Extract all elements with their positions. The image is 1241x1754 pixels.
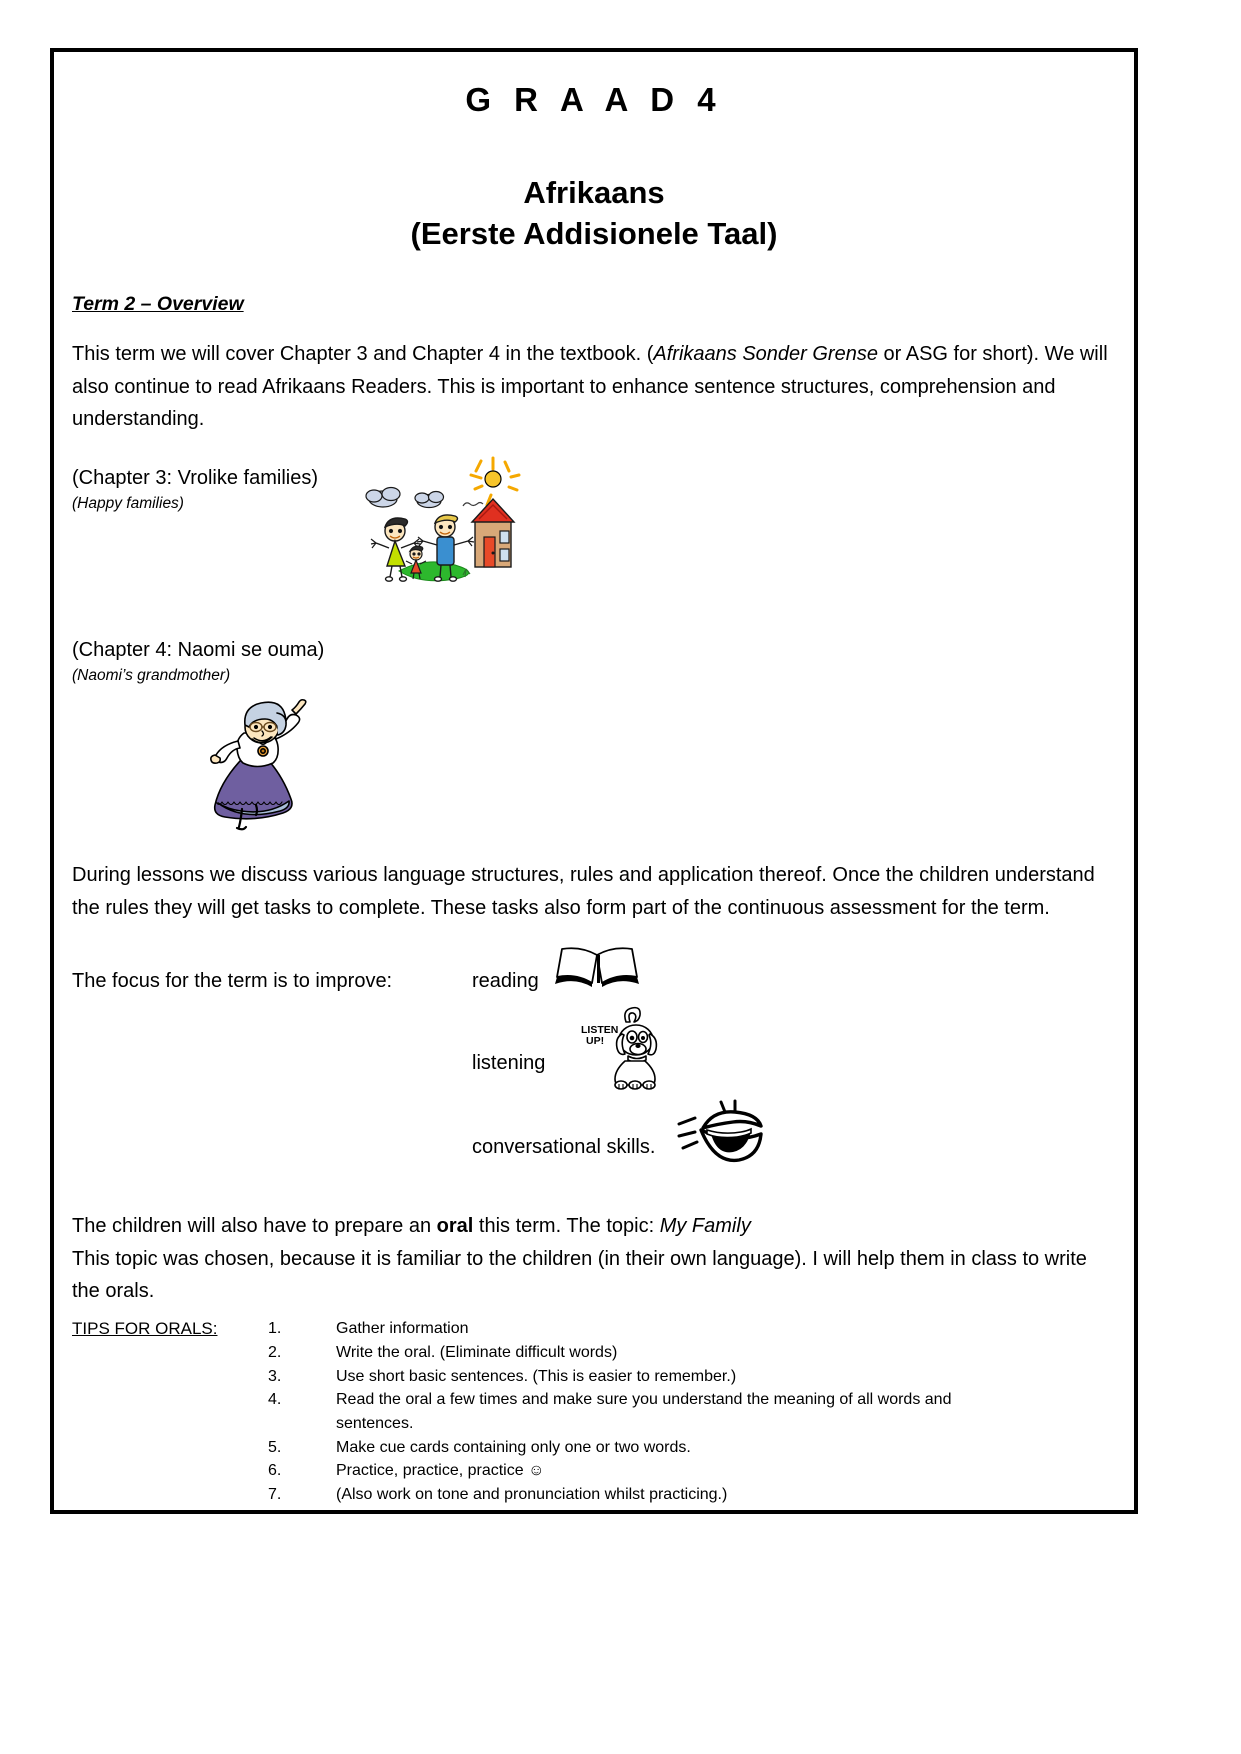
- talking-mouth-icon: [677, 1100, 763, 1166]
- document-subtitle: [72, 172, 1116, 256]
- listen-up-line-2: UP!: [586, 1035, 605, 1048]
- subtitle-line-1: Afrikaans: [523, 174, 665, 210]
- tip-number: 6.: [268, 1462, 282, 1480]
- tip-text: Make cue cards containing only one or two words.: [336, 1438, 691, 1456]
- tip-text: Read the oral a few times and make sure you understand the meaning of all words and sentences.: [336, 1391, 952, 1433]
- oral-paragraph: [72, 1210, 1116, 1307]
- tip-number: 7.: [268, 1486, 282, 1504]
- document-page: [50, 48, 1138, 1514]
- chapter-3-heading: (Chapter 3: Vrolike families): [72, 467, 319, 490]
- lessons-paragraph: During lessons we discuss various language structures, rules and application thereof. Once the children understand the rules they will get tasks to complete. These tasks also form part of the continuous assessment for the term.: [72, 864, 1095, 919]
- tip-number: 3.: [268, 1367, 282, 1385]
- intro-italic-asg: Afrikaans Sonder Grense: [653, 343, 878, 366]
- page-title: G R A A D 4: [465, 81, 723, 118]
- oral-topic: My Family: [659, 1215, 751, 1238]
- list-item: [268, 1483, 1116, 1507]
- list-item: [268, 1459, 1116, 1483]
- tip-number: 1.: [268, 1320, 282, 1338]
- focus-lead-text: The focus for the term is to improve:: [72, 970, 393, 993]
- tip-text: Write the oral. (Eliminate difficult words): [336, 1344, 618, 1362]
- listen-up-line-1: LISTEN: [581, 1024, 619, 1037]
- tip-number: 5.: [268, 1438, 282, 1456]
- tip-number: 2.: [268, 1344, 282, 1362]
- chapter-3-block: [72, 465, 1116, 615]
- focus-item-reading: reading: [472, 970, 539, 993]
- tips-label: TIPS FOR ORALS:: [72, 1319, 218, 1339]
- subtitle-line-2: (Eerste Addisionele Taal): [410, 216, 778, 252]
- chapter-4-translation: (Naomi’s grandmother): [72, 667, 231, 685]
- oral-part-3: This topic was chosen, because it is familiar to the children (in their own language). I will help them in class to write the orals.: [72, 1247, 1087, 1303]
- chapter-3-translation: (Happy families): [72, 495, 184, 513]
- list-item: [268, 1365, 1116, 1389]
- list-item: [268, 1317, 1116, 1341]
- tip-number: 4.: [268, 1391, 282, 1409]
- focus-section: [72, 970, 1116, 1190]
- list-item: [268, 1341, 1116, 1365]
- oral-part-1: The children will also have to prepare an: [72, 1215, 437, 1238]
- tips-for-orals-section: [72, 1317, 1116, 1506]
- oral-bold-word: oral: [436, 1215, 474, 1238]
- intro-paragraph: [72, 338, 1116, 435]
- open-book-icon: [554, 941, 640, 989]
- focus-item-conversational-skills: conversational skills.: [472, 1136, 656, 1159]
- section-heading: Term 2 – Overview: [72, 293, 244, 316]
- grandmother-drawing: [204, 689, 326, 831]
- tip-text: Practice, practice, practice ☺: [336, 1462, 545, 1480]
- intro-part-1: This term we will cover Chapter 3 and Chapter 4 in the textbook. (: [72, 343, 654, 366]
- listening-dog-icon: [580, 1006, 658, 1092]
- tip-text: Use short basic sentences. (This is easier to remember.): [336, 1367, 737, 1385]
- happy-family-drawing: [359, 453, 529, 588]
- tip-text: Gather information: [336, 1320, 469, 1338]
- focus-item-listening: listening: [472, 1052, 546, 1075]
- list-item: [268, 1388, 1116, 1435]
- intro-part-2: or ASG for short). We will also continue to read Afrikaans Readers. This is important to enhance sentence structures, comprehension and understanding.: [72, 343, 1108, 431]
- oral-part-2: this term. The topic:: [473, 1215, 660, 1238]
- list-item: [268, 1436, 1116, 1460]
- chapter-4-block: [72, 637, 1116, 837]
- tips-list: [268, 1317, 1116, 1506]
- tip-text: (Also work on tone and pronunciation whilst practicing.): [336, 1486, 728, 1504]
- chapter-4-heading: (Chapter 4: Naomi se ouma): [72, 639, 325, 662]
